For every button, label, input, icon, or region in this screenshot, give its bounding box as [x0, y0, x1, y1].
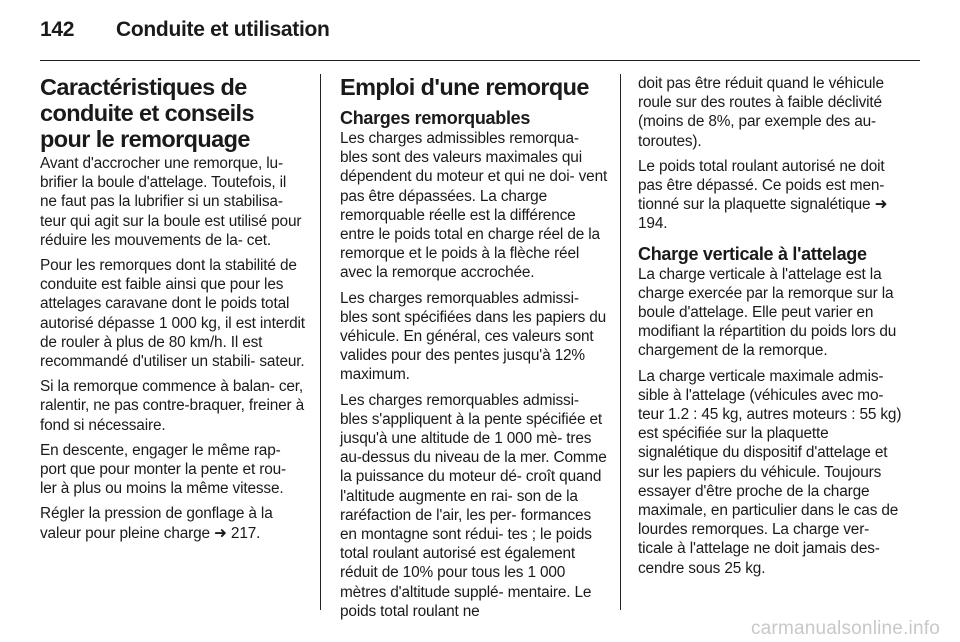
paragraph: Si la remorque commence à balan- cer, ralentir, ne pas contre-braquer, freiner à fond si nécessaire. [40, 378, 305, 434]
paragraph: La charge verticale maximale admis- sible à l'attelage (véhicules avec mo- teur 1.2 : 45 kg, autres moteurs : 55 kg) est spécifiée sur la plaquette signalétique du dispositif d'attelage et sur les papiers du véhicule. Toujours essayer d'être proche de la charge maximale, en particulier dans le cas de lourdes remorques. La charge ver- ticale à l'attelage ne doit jamais des- cendre sous 25 kg. [638, 367, 902, 577]
column-1 [40, 74, 306, 549]
subheading-trailer-loads: Charges remorquables [340, 108, 531, 128]
header-divider [40, 60, 920, 61]
column-2 [340, 74, 608, 627]
section-heading-towing-tips: Caractéristiques de conduite et conseils pour le remorquage [40, 74, 254, 152]
section-heading-trailer-use: Emploi d'une remorque [340, 74, 589, 100]
paragraph: Le poids total roulant autorisé ne doit pas être dépassé. Ce poids est men- tionné sur la plaquette signalétique ➜ 194. [638, 157, 888, 233]
page-header [40, 18, 920, 42]
paragraph: Les charges remorquables admissi- bles s'appliquent à la pente spécifiée et jusqu'à une altitude de 1 000 mè- tres au-dessus du niveau de la mer. Comme la puissance du moteur dé- croît quand l'altitude augmente en rai- son de la raréfaction de l'air, les per- formances en montagne sont rédui- tes ; le poids total roulant autorisé est également réduit de 10% pour tous les 1 000 mètres d'altitude supplé- mentaire. Le poids total roulant ne [340, 391, 607, 620]
column-divider [320, 74, 321, 610]
section-title: Conduite et utilisation [116, 18, 330, 41]
subheading-coupling-load: Charge verticale à l'attelage [638, 243, 867, 264]
column-3 [638, 74, 906, 584]
paragraph: Régler la pression de gonflage à la valeur pour pleine charge ➜ 217. [40, 505, 273, 542]
watermark: carmanualsonline.info [750, 618, 940, 639]
column-divider [620, 74, 621, 610]
paragraph: La charge verticale à l'attelage est la charge exercée par la remorque sur la boule d'attelage. Elle peut varier en modifiant la répartition du poids lors du chargement de la remorque. [638, 265, 897, 360]
paragraph: Les charges admissibles remorqua- bles sont des valeurs maximales qui dépendent du moteur et qui ne doi- vent pas être dépassées. La charge remorquable réelle est la différence entre le poids total en charge réel de la remorque et le poids à la flèche réel avec la remorque accrochée. [340, 130, 608, 282]
page-number: 142 [40, 18, 75, 41]
paragraph: Pour les remorques dont la stabilité de conduite est faible ainsi que pour les attelages caravane dont le poids total autorisé dépasse 1 000 kg, il est interdit de rouler à plus de 80 km/h. Il est recommandé d'utiliser un stabili- sateur. [40, 257, 305, 371]
paragraph: Les charges remorquables admissi- bles sont spécifiées dans les papiers du véhicule. En général, ces valeurs sont valides pour des pentes jusqu'à 12% maximum. [340, 289, 607, 384]
paragraph: En descente, engager le même rap- port que pour monter la pente et rou- ler à plus ou moins la même vitesse. [40, 441, 286, 498]
paragraph: doit pas être réduit quand le véhicule roule sur des routes à faible déclivité (moins de 8%, par exemple des au- toroutes). [638, 75, 884, 150]
paragraph: Avant d'accrocher une remorque, lu- brifier la boule d'attelage. Toutefois, il ne faut pas la lubrifier si un stabilisa- teur qui agit sur la boule est utilisé pour réduire les mouvements de la- cet. [40, 155, 302, 249]
